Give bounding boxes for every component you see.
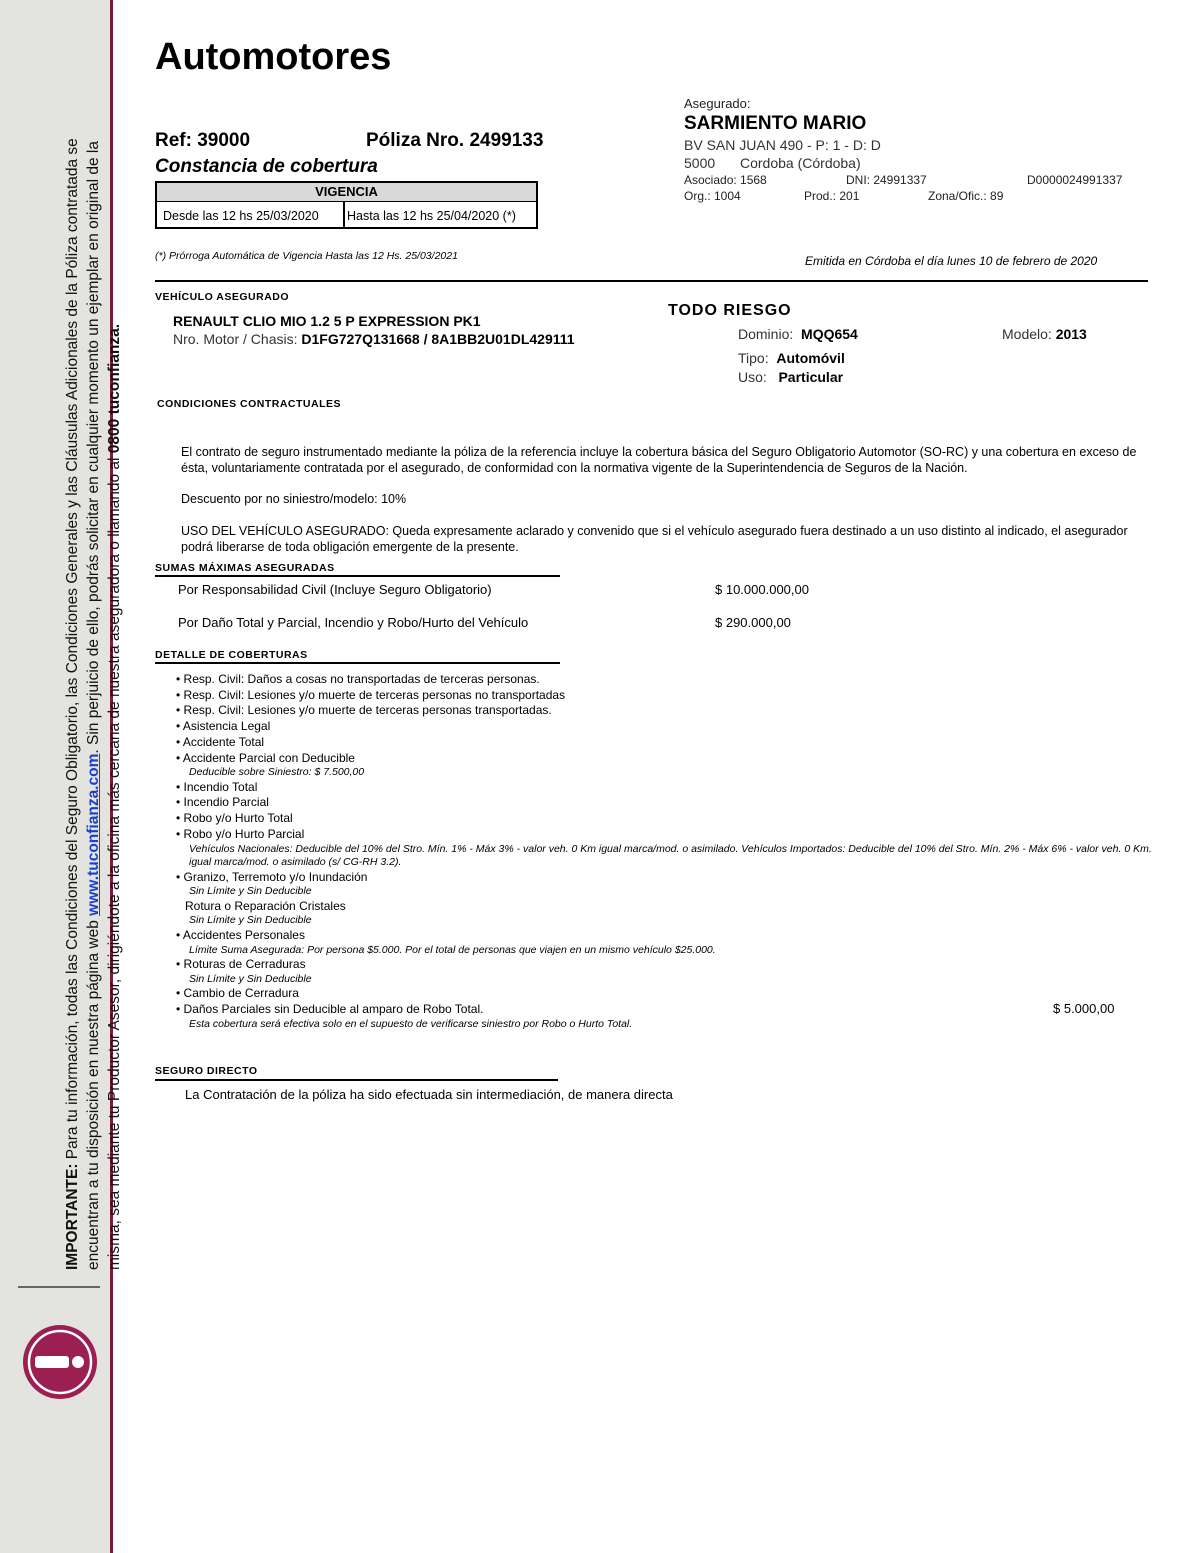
coverage-item: • Resp. Civil: Lesiones y/o muerte de terceras personas transportadas.: [176, 703, 552, 718]
motor-label: Nro. Motor / Chasis:: [173, 331, 298, 347]
uso-value: Particular: [778, 369, 844, 385]
tipo-value: Automóvil: [776, 350, 845, 366]
cerradura-amount: $ 5.000,00: [1053, 1001, 1115, 1016]
reference-number: Ref: 39000: [155, 130, 251, 151]
coverage-item: • Accidente Total: [176, 734, 265, 749]
directo-underline: [155, 1079, 558, 1081]
vigencia-title: VIGENCIA: [157, 183, 536, 202]
header-divider: [155, 280, 1148, 282]
vigencia-hasta: Hasta las 12 hs 25/04/2020 (*): [347, 209, 516, 223]
zona-office: Zona/Ofic.: 89: [928, 189, 1004, 203]
website-link[interactable]: www.tuconfianza.com: [85, 753, 102, 916]
condiciones-paragraph-1: El contrato de seguro instrumentado mediante la póliza de la referencia incluye la cobertura básica del Seguro Obligatorio Automotor (SO-RC) y una cobertura en exceso de ésta, voluntariamente contratada por el asegurado, de conformidad con la normativa vigente de la Superintendencia de Seguros de la Nación.: [181, 445, 1137, 475]
insured-address: BV SAN JUAN 490 - P: 1 - D: D: [684, 137, 881, 153]
vehicle-motor: [173, 331, 575, 347]
section-coberturas: DETALLE DE COBERTURAS: [155, 649, 308, 661]
uso: [738, 369, 843, 385]
dominio-value: MQQ654: [801, 326, 858, 342]
notice-line-3: misma, sea mediante tu Productor Asesor, dirigiéndote a la oficina más cercana de nuestra aseguradora o llamando al: [106, 457, 123, 1270]
coverage-note: Sin Límite y Sin Deducible: [189, 972, 312, 985]
dominio-label: Dominio:: [738, 326, 794, 342]
coverage-note: Sin Límite y Sin Deducible: [189, 914, 312, 927]
vigencia-box: [155, 181, 538, 229]
important-notice: [62, 90, 125, 1270]
coverage-note: Deducible sobre Siniestro: $ 7.500,00: [189, 766, 365, 779]
coverage-list: [176, 672, 1156, 1031]
insured-code: D0000024991337: [1027, 173, 1123, 187]
coverage-item: • Granizo, Terremoto y/o Inundación: [176, 869, 368, 884]
associate-number: Asociado: 1568: [684, 173, 767, 187]
suma-dano-value: $ 290.000,00: [715, 615, 791, 630]
uso-label: Uso:: [738, 369, 767, 385]
section-vehiculo: VEHÍCULO ASEGURADO: [155, 291, 290, 303]
phone-number: 0800 tuconfianza.: [106, 323, 123, 454]
coverage-item: • Daños Parciales sin Deducible al amparo de Robo Total.: [176, 1002, 484, 1017]
coverage-item: • Incendio Total: [176, 779, 258, 794]
descuento-text: Descuento por no siniestro/modelo: 10%: [181, 492, 407, 506]
coverage-item: • Incendio Parcial: [176, 795, 269, 810]
coverage-item: • Robo y/o Hurto Parcial: [176, 826, 305, 841]
suma-dano-label: Por Daño Total y Parcial, Incendio y Robo/Hurto del Vehículo: [178, 615, 529, 630]
page-title: Automotores: [155, 36, 392, 78]
vigencia-desde: Desde las 12 hs 25/03/2020: [163, 209, 319, 223]
notice-line-1: Para tu información, todas las Condiciones del Seguro Obligatorio, las Condiciones Generales y las Cláusulas Adicionales de la Póliza contratada se: [64, 138, 81, 1160]
dominio: [738, 326, 858, 342]
vehicle-name: RENAULT CLIO MIO 1.2 5 P EXPRESSION PK1: [173, 313, 481, 329]
coberturas-underline: [155, 662, 560, 664]
modelo: [1002, 326, 1087, 342]
coverage-item: • Resp. Civil: Daños a cosas no transportadas de terceras personas.: [176, 672, 540, 686]
document-subtitle: Constancia de cobertura: [155, 156, 378, 177]
coverage-note: Sin Límite y Sin Deducible: [189, 885, 312, 898]
section-directo: SEGURO DIRECTO: [155, 1065, 258, 1077]
notice-line-2: encuentran a tu disposición en nuestra página web: [85, 920, 102, 1270]
info-exclamation-icon: [21, 1323, 99, 1401]
sidebar-divider: [18, 1286, 100, 1288]
section-condiciones: CONDICIONES CONTRACTUALES: [157, 398, 342, 410]
motor-value: D1FG727Q131668 / 8A1BB2U01DL429111: [301, 331, 575, 347]
uso-vehiculo-paragraph: USO DEL VEHÍCULO ASEGURADO: Queda expresamente aclarado y convenido que si el vehículo asegurado fuera destinado a un uso distinto al indicado, el asegurador podrá liberarse de toda obligación emergente de la presente.: [181, 524, 1128, 554]
coverage-note: Esta cobertura será efectiva solo en el supuesto de verificarse siniestro por Robo o Hurto Total.: [189, 1017, 633, 1030]
tipo: [738, 350, 845, 366]
insured-name: SARMIENTO MARIO: [684, 113, 867, 134]
suma-rc-value: $ 10.000.000,00: [715, 582, 809, 597]
directo-text: La Contratación de la póliza ha sido efectuada sin intermediación, de manera directa: [185, 1087, 673, 1102]
coverage-type: TODO RIESGO: [668, 302, 792, 319]
suma-rc-label: Por Responsabilidad Civil (Incluye Seguro Obligatorio): [178, 582, 492, 597]
coverage-note: Límite Suma Asegurada: Por persona $5.000. Por el total de personas que viajen en un mismo vehículo $25.000.: [189, 943, 716, 956]
coverage-item: • Resp. Civil: Lesiones y/o muerte de terceras personas no transportadas: [176, 687, 566, 702]
coverage-item: • Cambio de Cerradura: [176, 986, 299, 1001]
modelo-value: 2013: [1055, 326, 1087, 342]
tipo-label: Tipo:: [738, 350, 769, 366]
coverage-item: • Accidentes Personales: [176, 927, 305, 942]
policy-number: Póliza Nro. 2499133: [366, 130, 544, 151]
modelo-label: Modelo:: [1002, 326, 1052, 342]
insured-dni: DNI: 24991337: [846, 173, 927, 187]
coverage-note: Vehículos Nacionales: Deducible del 10% del Stro. Mín. 1% - Máx 3% - valor veh. 0 Km igual marca/mod. o asimilado. Vehículos Importados: Deducible del 10% del Stro. Mín. 2% - Máx 6% - valor veh. 0 Km. igual marca/mod. o asimilado (s/ CG-RH 3.2).: [189, 842, 1152, 869]
prod-number: Prod.: 201: [804, 189, 860, 203]
coverage-item: • Roturas de Cerraduras: [176, 957, 306, 972]
org-number: Org.: 1004: [684, 189, 741, 203]
insured-postal-code: 5000: [684, 155, 716, 171]
notice-line-2-rest: . Sin perjuicio de ello, podrás solicitar en cualquier momento un ejemplar en original de la: [85, 141, 102, 754]
issue-date: Emitida en Córdoba el día lunes 10 de febrero de 2020: [805, 254, 1098, 268]
insured-label: Asegurado:: [684, 96, 751, 111]
section-sumas: SUMAS MÁXIMAS ASEGURADAS: [155, 562, 335, 574]
important-label: IMPORTANTE:: [64, 1163, 81, 1270]
prorroga-note: (*) Prórroga Automática de Vigencia Hasta las 12 Hs. 25/03/2021: [155, 250, 458, 262]
vigencia-divider: [343, 202, 345, 227]
coverage-item: Rotura o Reparación Cristales: [185, 898, 346, 913]
coverage-item: • Asistencia Legal: [176, 719, 271, 734]
coverage-item: • Accidente Parcial con Deducible: [176, 750, 355, 765]
sumas-underline: [155, 575, 560, 577]
coverage-item: • Robo y/o Hurto Total: [176, 811, 293, 826]
insured-city: Cordoba (Córdoba): [740, 155, 861, 171]
